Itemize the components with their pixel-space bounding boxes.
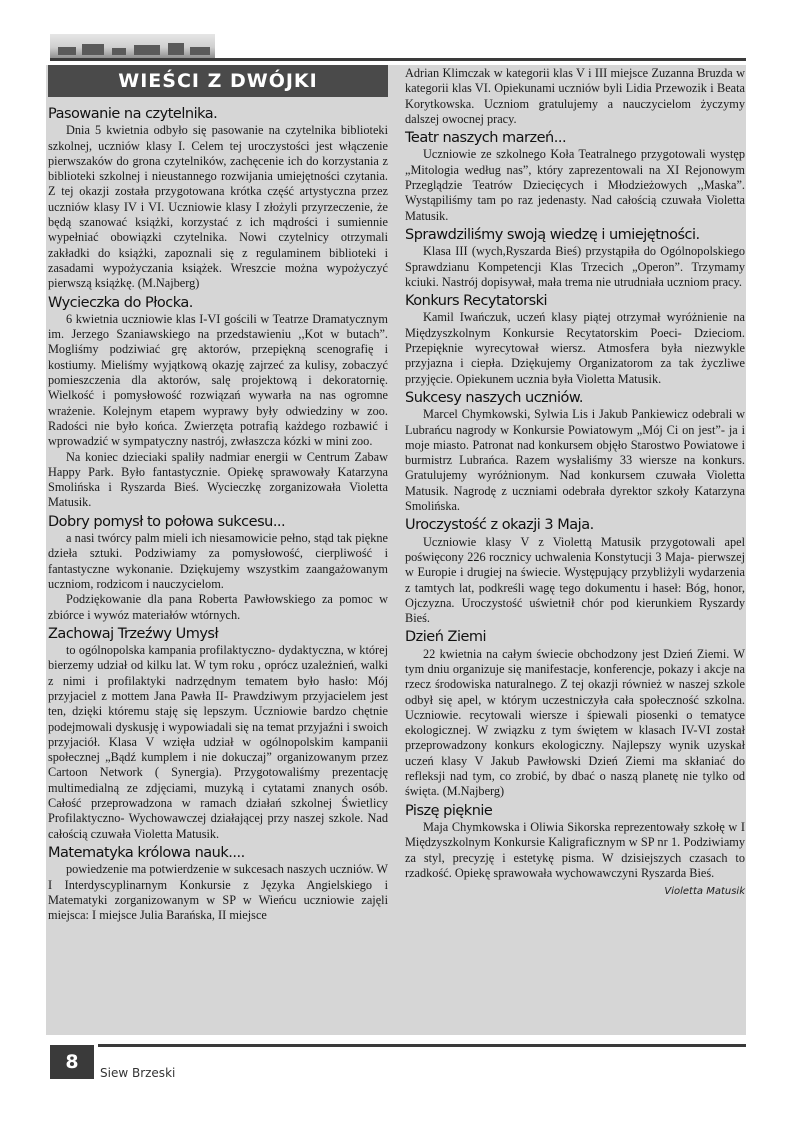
article-paragraph: 22 kwietnia na całym świecie obchodzony jest Dzień Ziemi. W tym dniu organizuje się manifestacje, konferencje, pokazy i akcje na rzecz środowiska naturalnego. Z tej okazji również w naszej szkole odbył się apel, w którym uczestniczyła cała społeczność szkolna. Uczniowie. recytowali wiersze i śpiewali piosenki o tematyce ekologicznej. W związku z tym świętem w klasach IV-VI został przeprowadzony konkurs ekologiczny. Najlepszy wynik uzyskał uczeń klasy V Jakub Pawłowski Dzień Ziemi ma skłaniać do refleksji nad tym, co zrobić, by dbać o naszą planetę nie tylko od święta. (M.Najberg): [405, 646, 745, 799]
article-title: Sukcesy naszych uczniów.: [405, 389, 584, 406]
header-photo: [50, 34, 215, 58]
article-title: Zachowaj Trzeźwy Umysł: [48, 625, 219, 642]
article-paragraph: Adrian Klimczak w kategorii klas V i III miejsce Zuzanna Bruzda w kategorii klas VI. Opiekunami uczniów byli Lidia Przewozik i Beata Korytkowska. Uczniom gratulujemy a nauczycielom życzymy dalszej owocnej pracy.: [405, 66, 745, 126]
article-paragraph: Na koniec dzieciaki spaliły nadmiar energii w Centrum Zabaw Happy Park. Było fantastycznie. Opiekę sprawowały Katarzyna Smolińska i Ryszarda Bieś. Wycieczkę zorganizowała Violetta Matusik.: [48, 449, 388, 510]
article-paragraph: Klasa III (wych,Ryszarda Bieś) przystąpiła do Ogólnopolskiego Sprawdzianu Kompetencji Klas Trzecich „Operon”. Trzymamy kciuki. Nastrój dopisywał, mała trema nie utrudniała uczniom pracy.: [405, 244, 745, 289]
article-paragraph: to ogólnopolska kampania profilaktyczno- dydaktyczna, w której bierzemy udział od kilku lat. W tym roku , oprócz uzależnień, walki z nimi i profilaktyki nadrzędnym tematem było hasło: Mój przyjaciel z mottem Jana Pawła II- Prawdziwym przyjacielem jest ten, dzięki któremu staję się lepszym. Uczniowie bardzo chętnie podejmowali dyskusję i wypowiadali się na temat przyjaźni i swoich przyjaciół. Klasa V wzięła udział w ogólnopolskim kampanii społecznej „Bądź kumplem i nie dokuczaj” organizowanym przez Cartoon Network ( Synergia). Przygotowaliśmy prezentację multimedialną ze zdjęciami, muzyką i cytatami znanych osób. Całość przeprowadzona w ramach działań szkolnej Świetlicy Profilaktyczno- Wychowawczej działającej przy naszej szkole. Nad całością czuwała Violetta Matusik.: [48, 643, 388, 841]
article-paragraph: Uczniowie ze szkolnego Koła Teatralnego przygotowali występ „Mitologia według nas”, który zaprezentowali na XI Rejonowym Przeglądzie Teatrów Dziecięcych i Młodzieżowych ,,Maska”. Wystąpiliśmy tam po raz jedenasty. Nad całością czuwała Violetta Matusik.: [405, 147, 745, 223]
column-left: [48, 65, 388, 923]
article-title: Wycieczka do Płocka.: [48, 294, 193, 311]
article-title: Matematyka królowa nauk....: [48, 844, 245, 861]
article-paragraph: Maja Chymkowska i Oliwia Sikorska reprezentowały szkołę w I Międzyszkolnym Konkursie Kaligraficznym w SP nr 1. Podziwiamy za styl, precyzję i estetykę pisma. W dzisiejszych czasach to rzadkość. Opiekę sprawowała wychowawczyni Ryszarda Bieś.: [405, 819, 745, 880]
article-paragraph: powiedzenie ma potwierdzenie w sukcesach naszych uczniów. W I Interdyscyplinarnym Konkursie z Języka Angielskiego i Matematyki zorganizowanym w SP w Wieńcu uczniowie zajęli miejsca: I miejsce Julia Barańska, II miejsce: [48, 862, 388, 923]
article-paragraph: Marcel Chymkowski, Sylwia Lis i Jakub Pankiewicz odebrali w Lubrańcu nagrody w Konkursie Powiatowym „Mój Ci on jest”- ja i moje miasto. Patronat nad konkursem objęło Starostwo Powiatowe i burmistrz Lubrańca. Razem wysłaliśmy 33 wiersze na konkurs. Gratulujemy wyróżnionym. Nad konkursem czuwała Violetta Matusik. Nagrodę z uczniami odebrała dyrektor szkoły Katarzyna Smolińska.: [405, 407, 745, 514]
article-paragraph: Podziękowanie dla pana Roberta Pawłowskiego za pomoc w zbiórce i wywóz materiałów wtórnych.: [48, 592, 388, 622]
article-paragraph: Dnia 5 kwietnia odbyło się pasowanie na czytelnika biblioteki szkolnej, uczniów klasy I. Celem tej uroczystości jest włączenie pierwszaków do grona czytelników, zachęcenie ich do korzystania z biblioteki szkolnej i nieustannego rozwijania umiejętności czytania. Z tej okazji została przygotowana krótka część artystyczna przez uczniów klasy IV i VI. Uczniowie klasy I złożyli przyrzeczenie, że będą szanować książki, korzystać z ich mądrości i sumiennie wypełniać obowiązki czytelnika. Nowi czytelnicy otrzymali zakładki do książki, zapoznali się z regulaminem biblioteki i zasadami wypożyczania książek. Wreszcie można wypożyczyć pierwszą książkę. (M.Najberg): [48, 123, 388, 291]
article-title: Konkurs Recytatorski: [405, 293, 548, 310]
magazine-name: Siew Brzeski: [100, 1066, 176, 1080]
article-paragraph: Kamil Iwańczuk, uczeń klasy piątej otrzymał wyróżnienie na Międzyszkolnym Konkursie Recytatorskim Poeci- Dzieciom. Przepięknie wyrecytował wiersz. Atmosfera była niezwykle przyjazna i ciepła. Dziękujemy Organizatorom za tak życzliwe przyjęcie. Opiekunem ucznia była Violetta Matusik.: [405, 310, 745, 386]
bottom-rule: [98, 1044, 746, 1047]
article-title: Sprawdziliśmy swoją wiedzę i umiejętności.: [405, 226, 700, 243]
article-title: Teatr naszych marzeń...: [405, 130, 567, 147]
article-title: Pasowanie na czytelnika.: [48, 106, 218, 122]
article-paragraph: Uczniowie klasy V z Violettą Matusik przygotowali apel poświęcony 226 rocznicy uchwalenia Konstytucji 3 Maja- pierwszej w Europie i drugiej na świecie. Występujący przybliżyli wydarzenia z tamtych lat, podkreśli wagę tego dokumentu i haseł: Bóg, honor, Ojczyzna. Uroczystość uświetnił chór pod kierunkiem Ryszardy Bieś.: [405, 534, 745, 626]
page-number: 8: [50, 1045, 94, 1079]
article-paragraph: a nasi twórcy palm mieli ich niesamowicie pełno, stąd tak piękne dzieła sztuki. Podziwiamy za pomysłowość, cierpliwość i fantastyczne wykonanie. Dziękujemy wszystkim zaangażowanym uczniom, rodzicom i nauczycielom.: [48, 531, 388, 591]
section-banner: WIEŚCI Z DWÓJKI: [48, 65, 388, 97]
article-title: Dzień Ziemi: [405, 629, 487, 646]
article-title: Piszę pięknie: [405, 802, 493, 819]
top-rule: [50, 58, 746, 61]
article-title: Uroczystość z okazji 3 Maja.: [405, 517, 594, 534]
column-right: [405, 66, 745, 899]
article-paragraph: 6 kwietnia uczniowie klas I-VI gościli w Teatrze Dramatycznym im. Jerzego Szaniawskiego na przedstawieniu ,,Kot w butach”. Mogliśmy podziwiać grę aktorów, przepiękną scenografię i kostiumy. Mieliśmy wyjątkową okazję zajrzeć za kulisy, zobaczyć pomieszczenia dla aktorów, salę projektową i dekoratornię. Wielkość i pomysłowość rozwiązań wywarła na nas ogromne wrażenie. Kolejnym etapem wyprawy były odwiedziny w zoo. Radości nie było końca. Zwierzęta potrafią każdego rozbawić i wprowadzić w sympatyczny nastrój, zwłaszcza kózki w mini zoo.: [48, 311, 388, 449]
author-signature: Violetta Matusik: [664, 886, 745, 898]
article-title: Dobry pomysł to połowa sukcesu...: [48, 513, 286, 530]
